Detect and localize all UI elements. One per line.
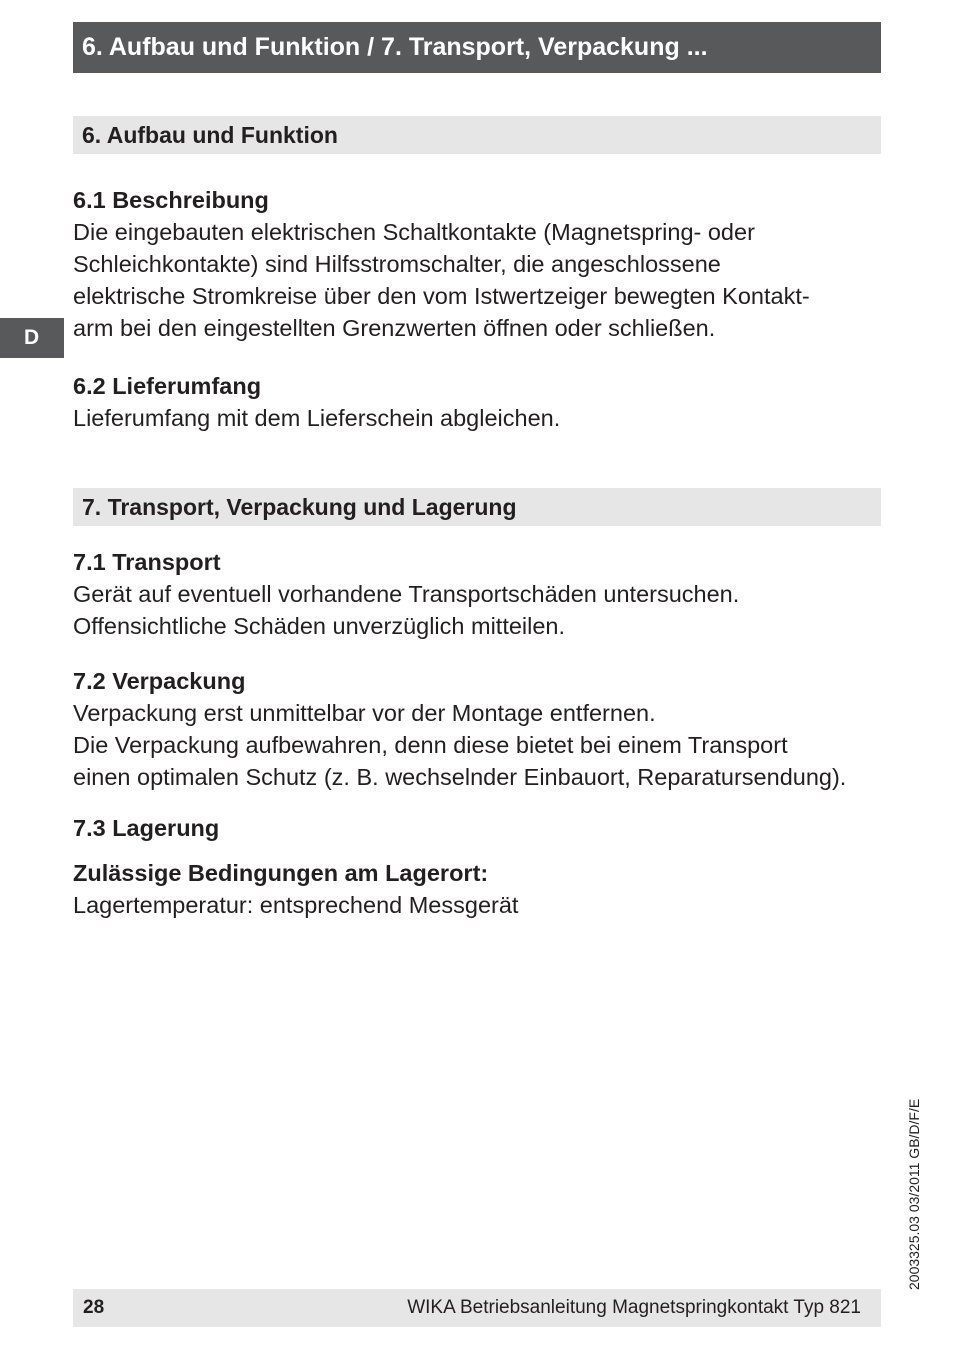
section-7-bar (73, 488, 881, 526)
document-code: 2003325.03 03/2011 GB/D/F/E (906, 1098, 922, 1290)
subsection-7-3-conditions (73, 857, 881, 921)
subsection-7-1-line: Offensichtliche Schäden unverzüglich mitteilen. (73, 613, 566, 639)
subsection-7-3 (73, 812, 881, 844)
subsection-7-3-heading: 7.3 Lagerung (73, 815, 220, 841)
section-6-bar (73, 116, 881, 154)
subsection-6-1-line: arm bei den eingestellten Grenzwerten öffnen oder schließen. (73, 315, 716, 341)
subsection-6-2-line: Lieferumfang mit dem Lieferschein abgleichen. (73, 405, 561, 431)
subsection-7-1-line: Gerät auf eventuell vorhandene Transportschäden untersuchen. (73, 581, 740, 607)
subsection-7-2-line: Verpackung erst unmittelbar vor der Montage entfernen. (73, 700, 656, 726)
language-tab (0, 318, 64, 358)
subsection-7-1 (73, 546, 881, 642)
section-6-title: 6. Aufbau und Funktion (82, 122, 338, 148)
page-footer-bar (73, 1289, 881, 1327)
subsection-6-1-heading: 6.1 Beschreibung (73, 187, 269, 213)
subsection-6-2 (73, 370, 881, 434)
subsection-7-3-subheading: Zulässige Bedingungen am Lagerort: (73, 860, 489, 886)
footer-title: WIKA Betriebsanleitung Magnetspringkontakt Typ 821 (407, 1297, 861, 1318)
subsection-6-1-line: Schleichkontakte) sind Hilfsstromschalter, die angeschlossene (73, 251, 721, 277)
section-7-title: 7. Transport, Verpackung und Lagerung (82, 494, 517, 520)
subsection-7-2 (73, 665, 881, 793)
subsection-7-3-line: Lagertemperatur: entsprechend Messgerät (73, 892, 519, 918)
subsection-6-1-line: Die eingebauten elektrischen Schaltkontakte (Magnetspring- oder (73, 219, 755, 245)
subsection-7-1-heading: 7.1 Transport (73, 549, 221, 575)
page-header-bar (73, 22, 881, 73)
subsection-6-1-line: elektrische Stromkreise über den vom Istwertzeiger bewegten Kontakt- (73, 283, 810, 309)
subsection-7-2-line: einen optimalen Schutz (z. B. wechselnder Einbauort, Reparatursendung). (73, 764, 847, 790)
subsection-7-2-heading: 7.2 Verpackung (73, 668, 246, 694)
page-number: 28 (83, 1297, 105, 1318)
subsection-6-1 (73, 184, 881, 344)
page-header-title: 6. Aufbau und Funktion / 7. Transport, Verpackung ... (82, 33, 708, 61)
subsection-6-2-heading: 6.2 Lieferumfang (73, 373, 262, 399)
language-tab-label: D (24, 326, 40, 349)
subsection-7-2-line: Die Verpackung aufbewahren, denn diese bietet bei einem Transport (73, 732, 788, 758)
